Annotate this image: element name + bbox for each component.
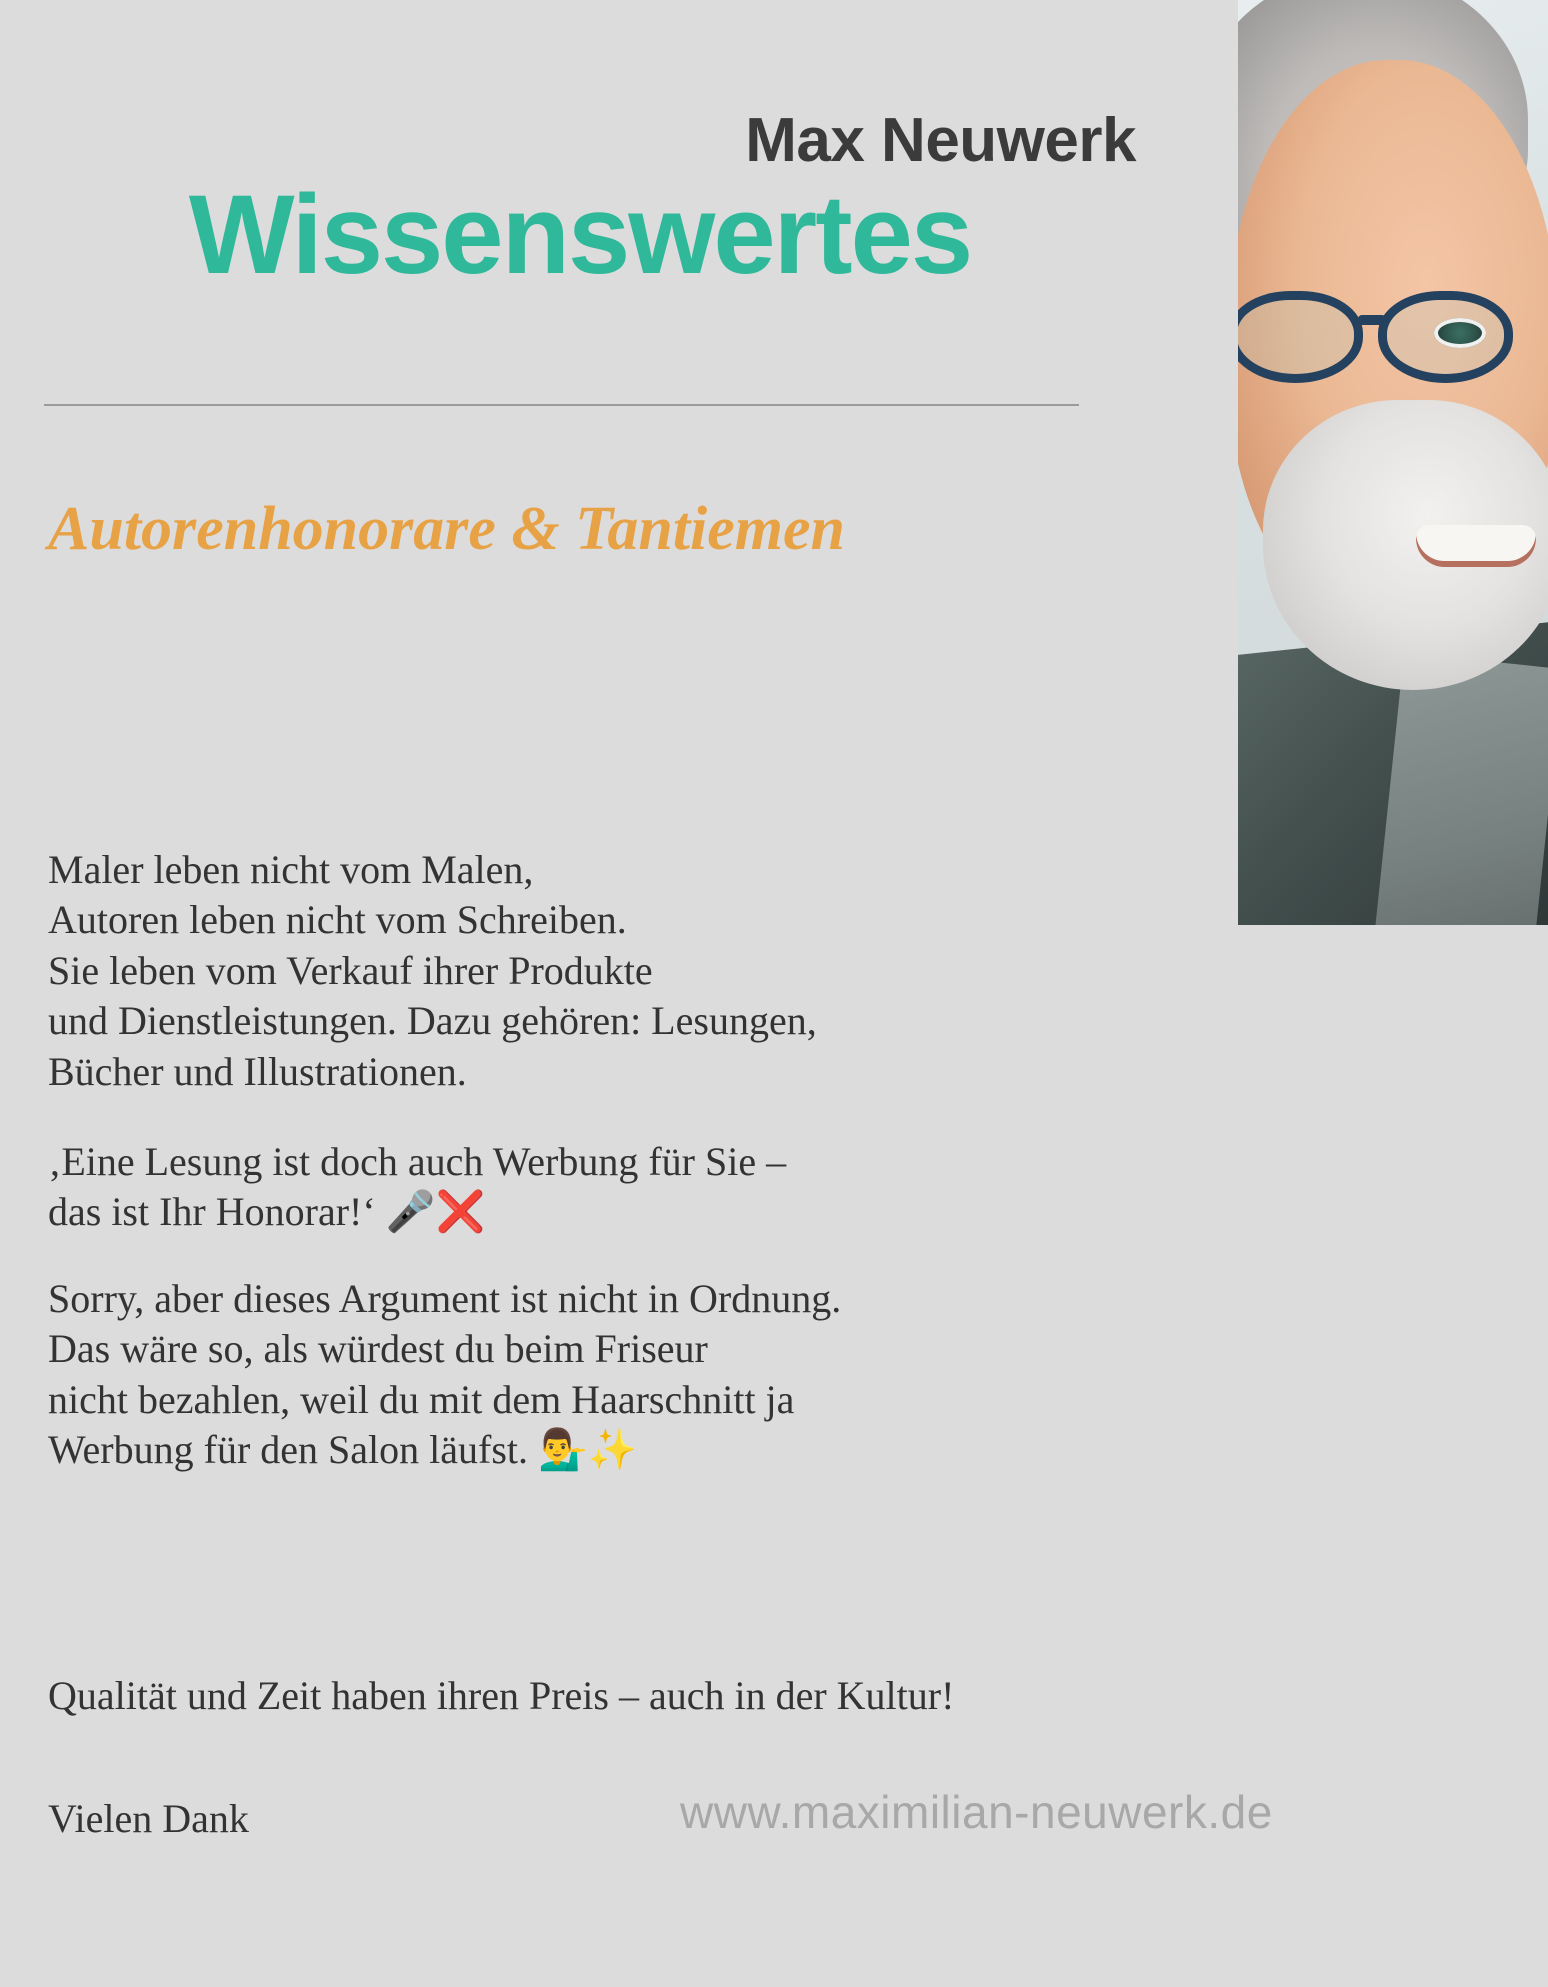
- person-tipping-hand-icon: 💁‍♂️: [538, 1426, 588, 1473]
- paragraph-1-line-4: und Dienstleistungen. Dazu gehören: Lesungen,: [48, 998, 817, 1044]
- microphone-icon: 🎤: [385, 1189, 436, 1236]
- paragraph-3-line-1: Sorry, aber dieses Argument ist nicht in Ordnung.: [48, 1275, 842, 1321]
- paragraph-1: [48, 845, 1468, 1097]
- glasses-left-lens: [1238, 291, 1363, 383]
- poster-header: [0, 0, 1160, 297]
- paragraph-1-line-2: Autoren leben nicht vom Schreiben.: [48, 897, 627, 943]
- series-title: Wissenswertes: [188, 172, 972, 297]
- author-portrait-photo: [1238, 0, 1548, 925]
- topic-subtitle: [48, 490, 928, 569]
- portrait-eye: [1434, 318, 1486, 348]
- topic-subtitle-line-1: Autorenhonorare &: [48, 495, 560, 563]
- paragraph-3-line-4-text: Werbung für den Salon läufst.: [48, 1426, 538, 1472]
- body-text: [48, 845, 1468, 1515]
- paragraph-2-line-2: [48, 1187, 1468, 1237]
- paragraph-3-line-3: nicht bezahlen, weil du mit dem Haarschnitt ja: [48, 1376, 795, 1422]
- paragraph-1-line-3: Sie leben vom Verkauf ihrer Produkte: [48, 947, 653, 993]
- paragraph-3: [48, 1274, 1468, 1476]
- portrait-mouth: [1416, 525, 1536, 567]
- glasses-icon: [1238, 285, 1548, 390]
- paragraph-3-line-4: [48, 1425, 1468, 1475]
- thanks-text: Vielen Dank: [48, 1796, 249, 1841]
- sparkles-icon: ✨: [587, 1426, 638, 1473]
- website-url[interactable]: www.maximilian-neuwerk.de: [680, 1786, 1273, 1838]
- author-name: Max Neuwerk: [745, 106, 1136, 175]
- paragraph-1-line-1: Maler leben nicht vom Malen,: [48, 847, 534, 892]
- cross-mark-icon: ❌: [435, 1189, 486, 1236]
- closing-statement: Qualität und Zeit haben ihren Preis – auch in der Kultur!: [48, 1673, 955, 1718]
- paragraph-2-line-1: ‚Eine Lesung ist doch auch Werbung für Sie –: [48, 1138, 787, 1184]
- topic-subtitle-line-2: Tantiemen: [575, 495, 846, 563]
- paragraph-1-line-5: Bücher und Illustrationen.: [48, 1048, 467, 1094]
- paragraph-3-line-2: Das wäre so, als würdest du beim Friseur: [48, 1326, 708, 1372]
- divider: [44, 404, 1079, 406]
- paragraph-2: [48, 1137, 1468, 1238]
- paragraph-2-line-2-text: das ist Ihr Honorar!‘: [48, 1189, 386, 1235]
